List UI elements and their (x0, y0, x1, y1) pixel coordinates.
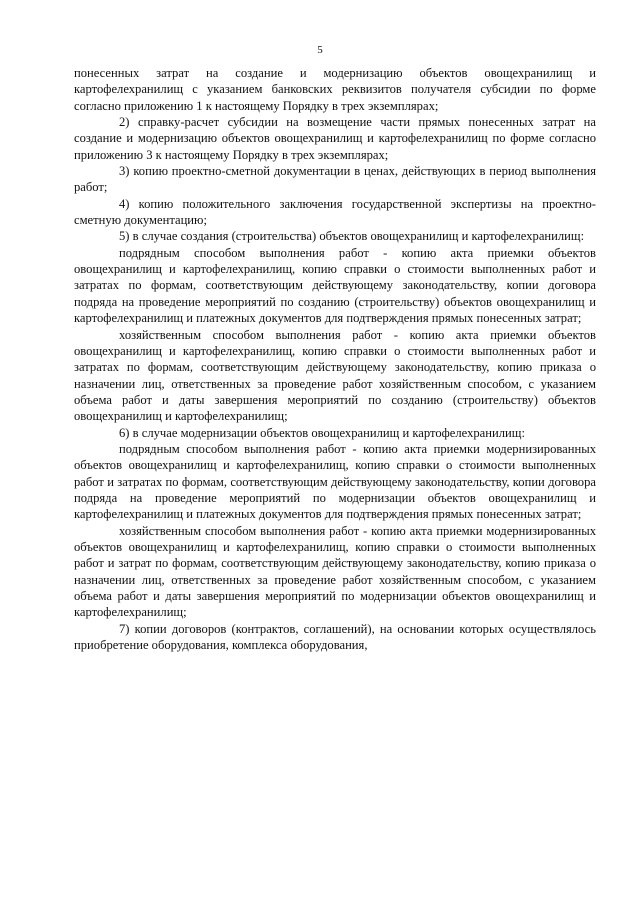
paragraph-item-4: 4) копию положительного заключения государственной экспертизы на проектно-сметную документацию; (74, 196, 596, 228)
paragraph-economic-modernization: хозяйственным способом выполнения работ - копию акта приемки модернизированных объектов овощехранилищ и картофелехранилищ, копию справки о стоимости выполненных работ и затрат по формам, соответствующим действующему законодательству, копию приказа о назначении лиц, ответственных за проведение работ хозяйственным способом, с указанием объема работ и даты завершения мероприятий по модернизации объектов овощехранилищ и картофелехранилищ; (74, 523, 596, 620)
paragraph-economic-creation: хозяйственным способом выполнения работ - копию акта приемки объектов овощехранилищ и картофелехранилищ, копию справки о стоимости выполненных работ и затратах по формам, соответствующим действующему законодательству, копию приказа о назначении лиц, ответственных за проведение работ хозяйственным способом, с указанием объема работ и даты завершения мероприятий по созданию (строительству) объектов овощехранилищ и картофелехранилищ; (74, 327, 596, 424)
page-number: 5 (317, 44, 323, 56)
paragraph-item-2: 2) справку-расчет субсидии на возмещение части прямых понесенных затрат на создание и модернизацию объектов овощехранилищ и картофелехранилищ по форме согласно приложению 3 к настоящему Порядку в трех экземплярах; (74, 115, 596, 162)
paragraph-contract-creation: подрядным способом выполнения работ - копию акта приемки объектов овощехранилищ и картофелехранилищ, копию справки о стоимости выполненных работ и затратах по формам, соответствующим действующему законодательству, копии договора подряда на проведение мероприятий по созданию (строительству) объектов овощехранилищ и картофелехранилищ и платежных документов для подтверждения прямых понесенных затрат; (74, 245, 596, 326)
paragraph-contract-modernization: подрядным способом выполнения работ - копию акта приемки модернизированных объектов овощехранилищ и картофелехранилищ, копию справки о стоимости выполненных работ и затратах по формам, соответствующим действующему законодательству, копии договора подряда на проведение мероприятий по модернизации объектов овощехранилищ и картофелехранилищ и платежных документов для подтверждения прямых понесенных затрат; (74, 441, 596, 522)
document-body (74, 65, 596, 653)
paragraph-continuation: понесенных затрат на создание и модернизацию объектов овощехранилищ и картофелехранилищ с указанием банковских реквизитов получателя субсидии по форме согласно приложению 1 к настоящему Порядку в трех экземплярах; (74, 66, 596, 113)
paragraph-item-6: 6) в случае модернизации объектов овощехранилищ и картофелехранилищ: (119, 425, 525, 440)
paragraph-item-5: 5) в случае создания (строительства) объектов овощехранилищ и картофелехранилищ: (119, 229, 585, 244)
paragraph-item-3: 3) копию проектно-сметной документации в ценах, действующих в период выполнения работ; (74, 164, 596, 195)
paragraph-item-7: 7) копии договоров (контрактов, соглашений), на основании которых осуществлялось приобретение оборудования, комплекса оборудования, (74, 621, 596, 653)
